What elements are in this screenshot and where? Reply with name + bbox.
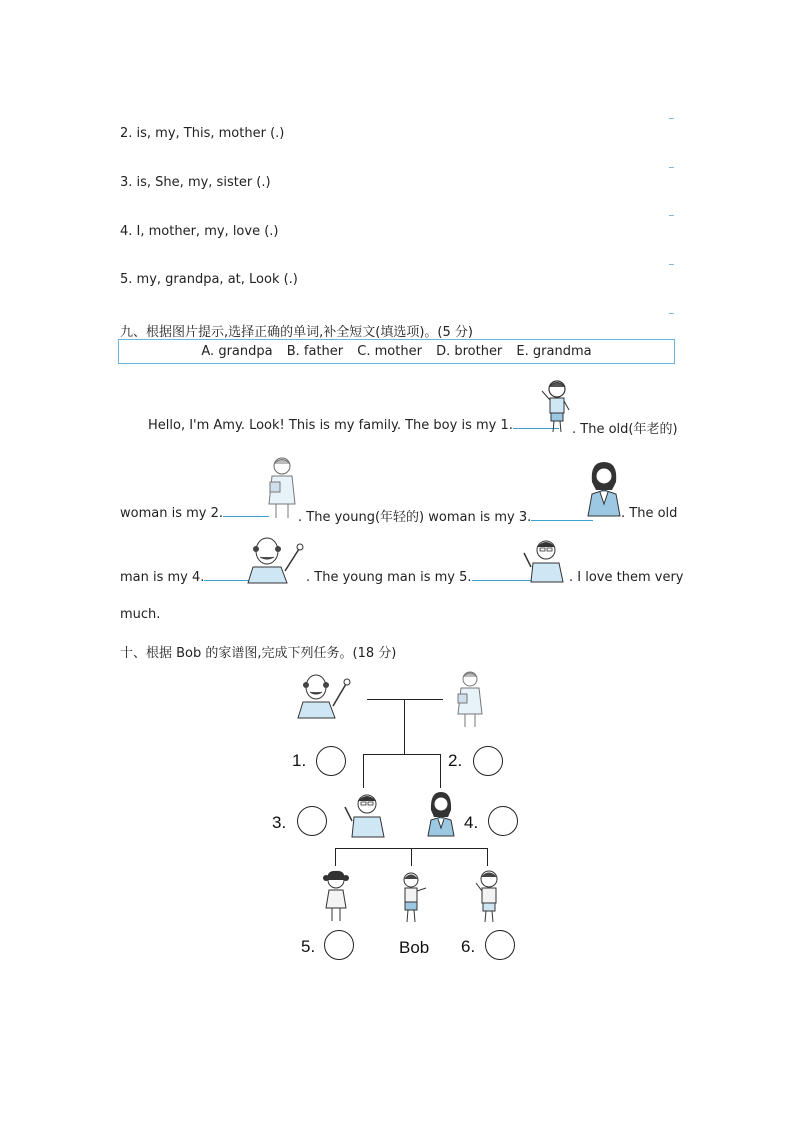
option-d: D. brother <box>436 344 503 359</box>
passage-line-2b <box>298 506 593 525</box>
mother-picture <box>584 460 624 518</box>
tree-line <box>335 848 336 866</box>
answer-line-marker <box>669 264 674 265</box>
tree-label-5: 5. <box>301 937 316 956</box>
tree-mother-picture <box>426 790 456 838</box>
tree-grandma-picture <box>452 668 486 730</box>
tree-label-4: 4. <box>464 813 479 832</box>
tree-line <box>411 848 412 866</box>
answer-circle-1[interactable] <box>316 746 346 776</box>
option-c: C. mother <box>357 344 422 359</box>
section-9-heading: 九、根据图片提示,选择正确的单词,补全短文(填选项)。(5 分) <box>120 325 473 340</box>
passage-line-3b <box>306 570 534 585</box>
passage-text: man is my 4. <box>120 570 205 585</box>
tree-line <box>363 754 440 755</box>
tree-label-3: 3. <box>272 813 287 832</box>
tree-label-1: 1. <box>292 751 307 770</box>
blank-3[interactable] <box>531 520 593 521</box>
passage-text: . I love them very <box>569 570 684 585</box>
tree-line <box>487 848 488 866</box>
answer-line-marker <box>669 118 674 119</box>
tree-brother-picture <box>474 868 504 924</box>
sentence-2: 2. is, my, This, mother (.) <box>120 126 285 141</box>
answer-circle-6[interactable] <box>485 930 515 960</box>
tree-line <box>440 754 441 788</box>
bob-label: Bob <box>399 938 430 957</box>
sentence-3: 3. is, She, my, sister (.) <box>120 175 271 190</box>
answer-circle-5[interactable] <box>324 930 354 960</box>
answer-circle-2[interactable] <box>473 746 503 776</box>
sentence-5: 5. my, grandpa, at, Look (.) <box>120 272 298 287</box>
passage-text: . The old(年老的) <box>572 422 678 437</box>
grandpa-picture <box>245 535 305 585</box>
answer-line-marker <box>669 215 674 216</box>
sentence-4: 4. I, mother, my, love (.) <box>120 224 279 239</box>
tree-bob-picture <box>398 870 428 924</box>
passage-line-2 <box>120 506 269 521</box>
option-a: A. grandpa <box>201 344 273 359</box>
tree-label-2: 2. <box>448 751 463 770</box>
grandma-picture <box>262 454 300 522</box>
passage-text: much. <box>120 607 161 622</box>
option-b: B. father <box>286 344 344 359</box>
passage-text: Hello, I'm Amy. Look! This is my family. The boy is my 1. <box>148 418 513 433</box>
tree-line <box>363 754 364 788</box>
passage-text: . The young man is my 5. <box>306 570 472 585</box>
section-10-heading: 十、根据 Bob 的家谱图,完成下列任务。(18 分) <box>120 646 397 661</box>
father-picture <box>521 537 571 583</box>
passage-text: . The young(年轻的) woman is my 3. <box>298 510 532 525</box>
blank-4[interactable] <box>204 580 250 581</box>
option-e: E. grandma <box>516 344 592 359</box>
passage-text: . The old <box>621 506 678 521</box>
answer-circle-3[interactable] <box>297 806 327 836</box>
tree-grandpa-picture <box>296 672 354 720</box>
tree-father-picture <box>341 792 389 838</box>
passage-line-3 <box>120 570 250 585</box>
answer-line-marker <box>669 167 674 168</box>
tree-sister-picture <box>321 868 351 924</box>
answer-circle-4[interactable] <box>488 806 518 836</box>
passage-line-1 <box>148 418 559 433</box>
tree-line <box>367 699 443 700</box>
passage-text: woman is my 2. <box>120 506 223 521</box>
answer-line-marker <box>669 313 674 314</box>
boy-picture <box>538 376 574 434</box>
word-options-box <box>118 339 675 364</box>
tree-label-6: 6. <box>461 937 476 956</box>
tree-line <box>404 699 405 754</box>
